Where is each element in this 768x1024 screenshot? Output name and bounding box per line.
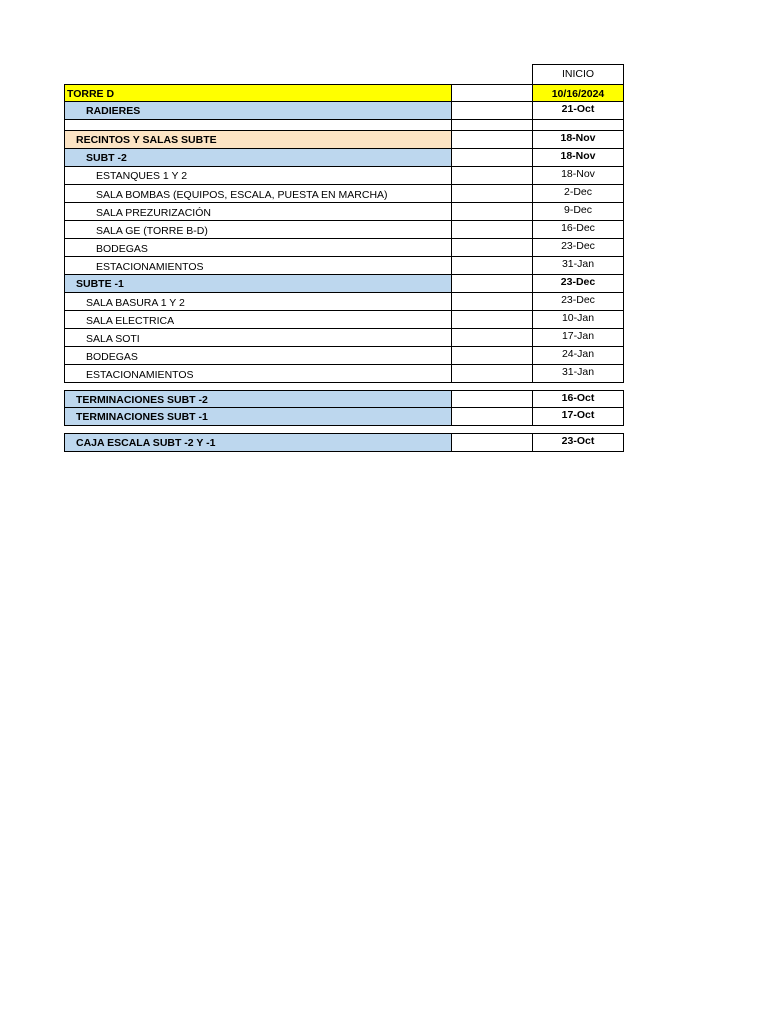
header-blank-cell [451,64,532,84]
subt2-item-date[interactable]: 9-Dec [532,203,624,221]
subt1-item-row [64,311,624,329]
subt1-item-blank[interactable] [451,347,532,365]
subt2-item-label[interactable]: BODEGAS [64,239,451,257]
subt2-item-date[interactable]: 16-Dec [532,221,624,239]
section-gap [64,383,624,390]
subt1-item-row [64,347,624,365]
subt1-date[interactable]: 23-Dec [532,275,624,293]
caja-label[interactable]: CAJA ESCALA SUBT -2 Y -1 [64,433,451,452]
subt2-blank[interactable] [451,149,532,167]
subt2-item-blank[interactable] [451,203,532,221]
caja-date[interactable]: 23-Oct [532,433,624,452]
subt2-item-blank[interactable] [451,185,532,203]
terminaciones-date[interactable]: 17-Oct [532,408,624,426]
recintos-row [64,131,624,149]
spacer-date [532,120,624,131]
terminaciones-blank[interactable] [451,408,532,426]
caja-row [64,433,624,452]
subt2-row [64,149,624,167]
terminaciones-date[interactable]: 16-Oct [532,390,624,408]
subt1-item-blank[interactable] [451,293,532,311]
subt2-item-label[interactable]: SALA PREZURIZACIÓN [64,203,451,221]
subt2-item-date[interactable]: 2-Dec [532,185,624,203]
caja-blank[interactable] [451,433,532,452]
subt2-item-row [64,185,624,203]
subt2-item-row [64,239,624,257]
torre-date[interactable]: 10/16/2024 [532,84,624,102]
radieres-row [64,102,624,120]
radieres-label[interactable]: RADIERES [64,102,451,120]
terminaciones-row [64,408,624,426]
subt1-item-date[interactable]: 31-Jan [532,365,624,383]
subt1-item-label[interactable]: SALA BASURA 1 Y 2 [64,293,451,311]
subt2-item-label[interactable]: ESTANQUES 1 Y 2 [64,167,451,185]
terminaciones-label[interactable]: TERMINACIONES SUBT -1 [64,408,451,426]
subt1-item-label[interactable]: BODEGAS [64,347,451,365]
subt2-item-blank[interactable] [451,239,532,257]
subt1-item-label[interactable]: ESTACIONAMIENTOS [64,365,451,383]
subt2-item-label[interactable]: ESTACIONAMIENTOS [64,257,451,275]
subt1-item-blank[interactable] [451,365,532,383]
subt2-item-row [64,167,624,185]
subt1-label[interactable]: SUBTE -1 [64,275,451,293]
subt2-date[interactable]: 18-Nov [532,149,624,167]
subt1-item-blank[interactable] [451,311,532,329]
terminaciones-blank[interactable] [451,390,532,408]
subt1-item-date[interactable]: 17-Jan [532,329,624,347]
subt1-item-date[interactable]: 24-Jan [532,347,624,365]
torre-blank[interactable] [451,84,532,102]
subt2-item-row [64,203,624,221]
subt1-item-label[interactable]: SALA SOTI [64,329,451,347]
subt1-item-row [64,365,624,383]
subt2-item-date[interactable]: 23-Dec [532,239,624,257]
torre-row [64,84,624,102]
header-label-cell [64,64,451,84]
subt1-item-date[interactable]: 10-Jan [532,311,624,329]
schedule-sheet [64,64,624,452]
subt1-item-row [64,329,624,347]
recintos-date[interactable]: 18-Nov [532,131,624,149]
torre-label[interactable]: TORRE D [64,84,451,102]
subt2-item-blank[interactable] [451,257,532,275]
header-row [64,64,624,84]
recintos-blank[interactable] [451,131,532,149]
terminaciones-row [64,390,624,408]
section-gap [64,426,624,433]
terminaciones-label[interactable]: TERMINACIONES SUBT -2 [64,390,451,408]
spacer-label [64,120,451,131]
subt1-item-date[interactable]: 23-Dec [532,293,624,311]
subt1-item-row [64,293,624,311]
subt2-item-row [64,257,624,275]
subt2-item-date[interactable]: 18-Nov [532,167,624,185]
spacer-row [64,120,624,131]
radieres-blank[interactable] [451,102,532,120]
subt1-item-blank[interactable] [451,329,532,347]
subt1-item-label[interactable]: SALA ELECTRICA [64,311,451,329]
subt2-label[interactable]: SUBT -2 [64,149,451,167]
radieres-date[interactable]: 21-Oct [532,102,624,120]
recintos-label[interactable]: RECINTOS Y SALAS SUBTE [64,131,451,149]
subt2-item-blank[interactable] [451,167,532,185]
subt2-item-date[interactable]: 31-Jan [532,257,624,275]
subt2-item-blank[interactable] [451,221,532,239]
subt1-row [64,275,624,293]
subt1-blank[interactable] [451,275,532,293]
subt2-item-label[interactable]: SALA GE (TORRE B-D) [64,221,451,239]
inicio-header[interactable]: INICIO [532,64,624,84]
spacer-blank [451,120,532,131]
subt2-item-label[interactable]: SALA BOMBAS (EQUIPOS, ESCALA, PUESTA EN MARCHA) [64,185,451,203]
subt2-item-row [64,221,624,239]
